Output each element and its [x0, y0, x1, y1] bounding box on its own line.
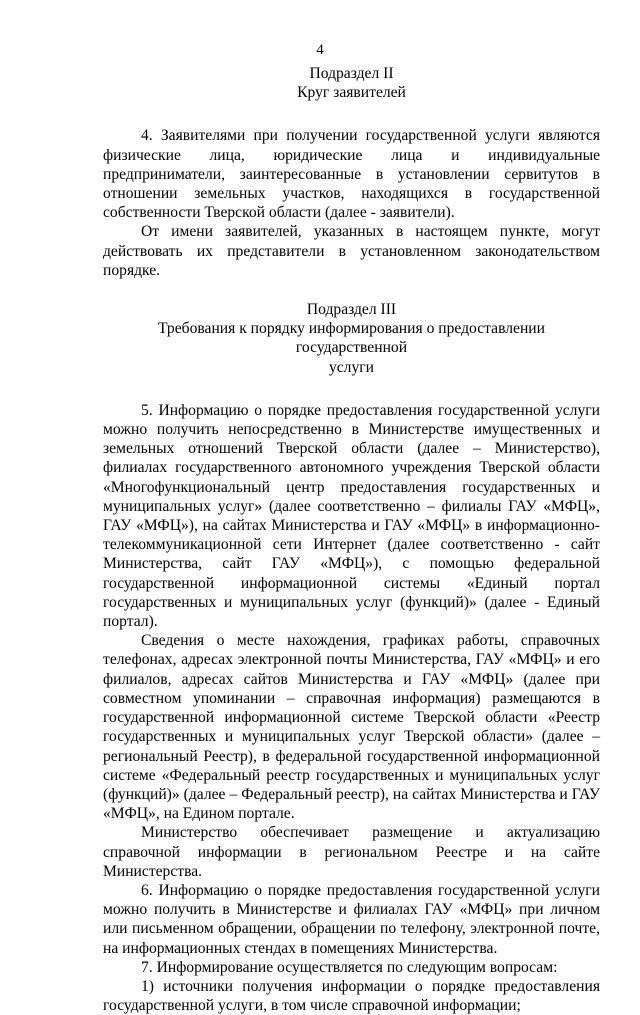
section-2-title: Подраздел II [309, 65, 394, 82]
section-3-title: Подраздел III [306, 301, 397, 319]
section-2-heading [103, 64, 600, 102]
paragraph-representatives: От имени заявителей, указанных в настоящем пункте, могут действовать их представители в установленном законодательством порядке. [103, 223, 600, 279]
page-number: 4 [316, 42, 324, 58]
paragraph-6: 6. Информацию о порядке предоставления государственной услуги можно получить в Министерстве и филиалах ГАУ «МФЦ» при личном или письменном обращении, обращении по телефону, электронной почте, на информационных стендах в помещениях Министерства. [103, 881, 600, 957]
section-2-subtitle: Круг заявителей [297, 84, 406, 102]
paragraph-reference-info: Сведения о месте нахождения, графиках работы, справочных телефонах, адресах электронной почты Министерства, ГАУ «МФЦ» и его филиалов, адресах сайтов Министерства и ГАУ «МФЦ» (далее при совместном упоминании – справочная информация) размещаются в государственной информационной системе Тверской области «Реестр государственных и муниципальных услуг Тверской области» (далее – региональный Реестр), в федеральной государственной информационной системе «Федеральный реестр государственных и муниципальных услуг (функций)» (далее – Федеральный реестр), на сайтах Министерства и ГАУ «МФЦ», на Едином портале. [103, 632, 600, 823]
paragraph-ministry-updates: Министерство обеспечивает размещение и актуализацию справочной информации в региональном Реестре и на сайте Министерства. [103, 824, 600, 880]
document-body [103, 64, 600, 1015]
section-3-subtitle-line2: услуги [328, 358, 375, 376]
section-3-subtitle-line1: Требования к порядку информирования о предоставлении государственной [157, 320, 545, 357]
paragraph-4: 4. Заявителями при получении государственной услуги являются физические лица, юридические лица и индивидуальные предприниматели, заинтересованные в установлении сервитутов в отношении земельных участков, находящихся в государственной собственности Тверской области (далее - заявители). [103, 127, 600, 222]
section-3-heading [103, 300, 600, 377]
paragraph-7: 7. Информирование осуществляется по следующим вопросам: [141, 958, 558, 976]
paragraph-5: 5. Информацию о порядке предоставления государственной услуги можно получить непосредственно в Министерстве имущественных и земельных отношений Тверской области (далее – Министерство), филиалах государственного автономного учреждения Тверской области «Многофункциональный центр предоставления государственных и муниципальных услуг» (далее соответственно – филиалы ГАУ «МФЦ», ГАУ «МФЦ»), на сайтах Министерства и ГАУ «МФЦ» в информационно-телекоммуникационной сети Интернет (далее соответственно - сайт Министерства, сайт ГАУ «МФЦ»), с помощью федеральной государственной информационной системы «Единый портал государственных и муниципальных услуг (функций)» (далее - Единый портал). [103, 401, 600, 631]
paragraph-7-item-1: 1) источники получения информации о порядке предоставления государственной услуги, в том числе справочной информации; [103, 977, 600, 1015]
